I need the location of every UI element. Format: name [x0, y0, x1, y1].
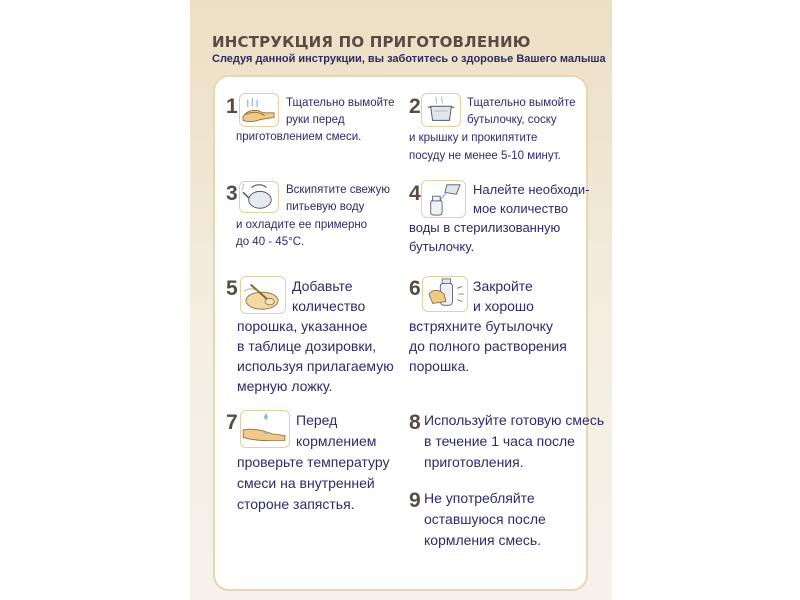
step-text-line: питьевую воду — [286, 201, 365, 213]
step-number: 1 — [226, 95, 238, 118]
step-number: 7 — [226, 411, 238, 434]
step-text-line: оставшуюся после — [424, 511, 546, 527]
shake-bottle-icon — [422, 276, 468, 312]
step-text-line: Закройте — [473, 278, 533, 294]
step-text-line: Тщательно вымойте — [467, 97, 576, 109]
step-text-line: бутылочку. — [409, 239, 475, 254]
step-text-line: посуду не менее 5-10 минут. — [409, 150, 561, 162]
step-text-line: и хорошо — [473, 298, 534, 314]
step-number: 5 — [226, 277, 238, 300]
step-number: 4 — [409, 182, 421, 205]
page-subtitle: Следуя данной инструкции, вы заботитесь о здоровье Вашего малыша — [212, 53, 606, 65]
kettle-icon — [239, 181, 279, 213]
measuring-spoon-icon — [240, 276, 286, 314]
step-text-line: порошка, указанное — [237, 318, 368, 334]
step-text-line: и охладите ее примерно — [236, 219, 368, 231]
step-text-line: мерную ложку. — [237, 378, 333, 394]
step-text-line: Перед — [296, 412, 338, 428]
step-text-line: смеси на внутренней — [237, 475, 375, 491]
step-text-line: кормления смесь. — [424, 532, 542, 548]
step-text-line: Используйте готовую смесь — [424, 412, 605, 428]
step-text-line: до полного растворения — [409, 338, 567, 354]
hand-washing-icon — [239, 93, 279, 127]
step-text-line: и крышку и прокипятите — [409, 132, 538, 144]
step-text-line: проверьте температуру — [237, 454, 390, 470]
step-text-line: кормлением — [296, 433, 377, 449]
step-text-line: Тщательно вымойте — [286, 97, 395, 109]
step-text-line: до 40 - 45°С. — [236, 236, 305, 248]
step-text-line: встряхните бутылочку — [409, 318, 553, 334]
step-text-line: бутылочку, соску — [467, 114, 557, 126]
step-text-line: стороне запястья. — [237, 496, 355, 512]
step-text-line: руки перед — [286, 114, 345, 126]
step-text-line: в таблице дозировки, — [237, 338, 377, 354]
step-text-line: Налейте необходи- — [473, 182, 590, 197]
step-text-line: в течение 1 часа после — [424, 433, 575, 449]
step-text-line: используя прилагаемую — [237, 358, 394, 374]
step-text-line: приготовлением смеси. — [236, 131, 362, 143]
step-number: 3 — [226, 182, 238, 205]
step-text-line: Добавьте — [292, 278, 353, 294]
step-text-line: воды в стерилизованную — [409, 220, 561, 235]
step-number: 6 — [409, 277, 421, 300]
step-text-line: Не употребляйте — [424, 490, 535, 506]
step-text-line: Вскипятите свежую — [286, 184, 390, 196]
step-text-line: приготовления. — [424, 454, 524, 470]
step-text-line: количество — [292, 298, 366, 314]
pour-water-icon — [421, 180, 466, 218]
step-text-line: мое количество — [473, 201, 569, 216]
page-title: ИНСТРУКЦИЯ ПО ПРИГОТОВЛЕНИЮ — [212, 33, 531, 51]
step-number: 8 — [409, 411, 421, 434]
step-text-line: порошка. — [409, 358, 470, 374]
step-number: 2 — [409, 95, 421, 118]
wrist-test-icon — [240, 410, 290, 448]
boiling-pot-icon — [421, 93, 461, 127]
step-number: 9 — [409, 489, 421, 512]
